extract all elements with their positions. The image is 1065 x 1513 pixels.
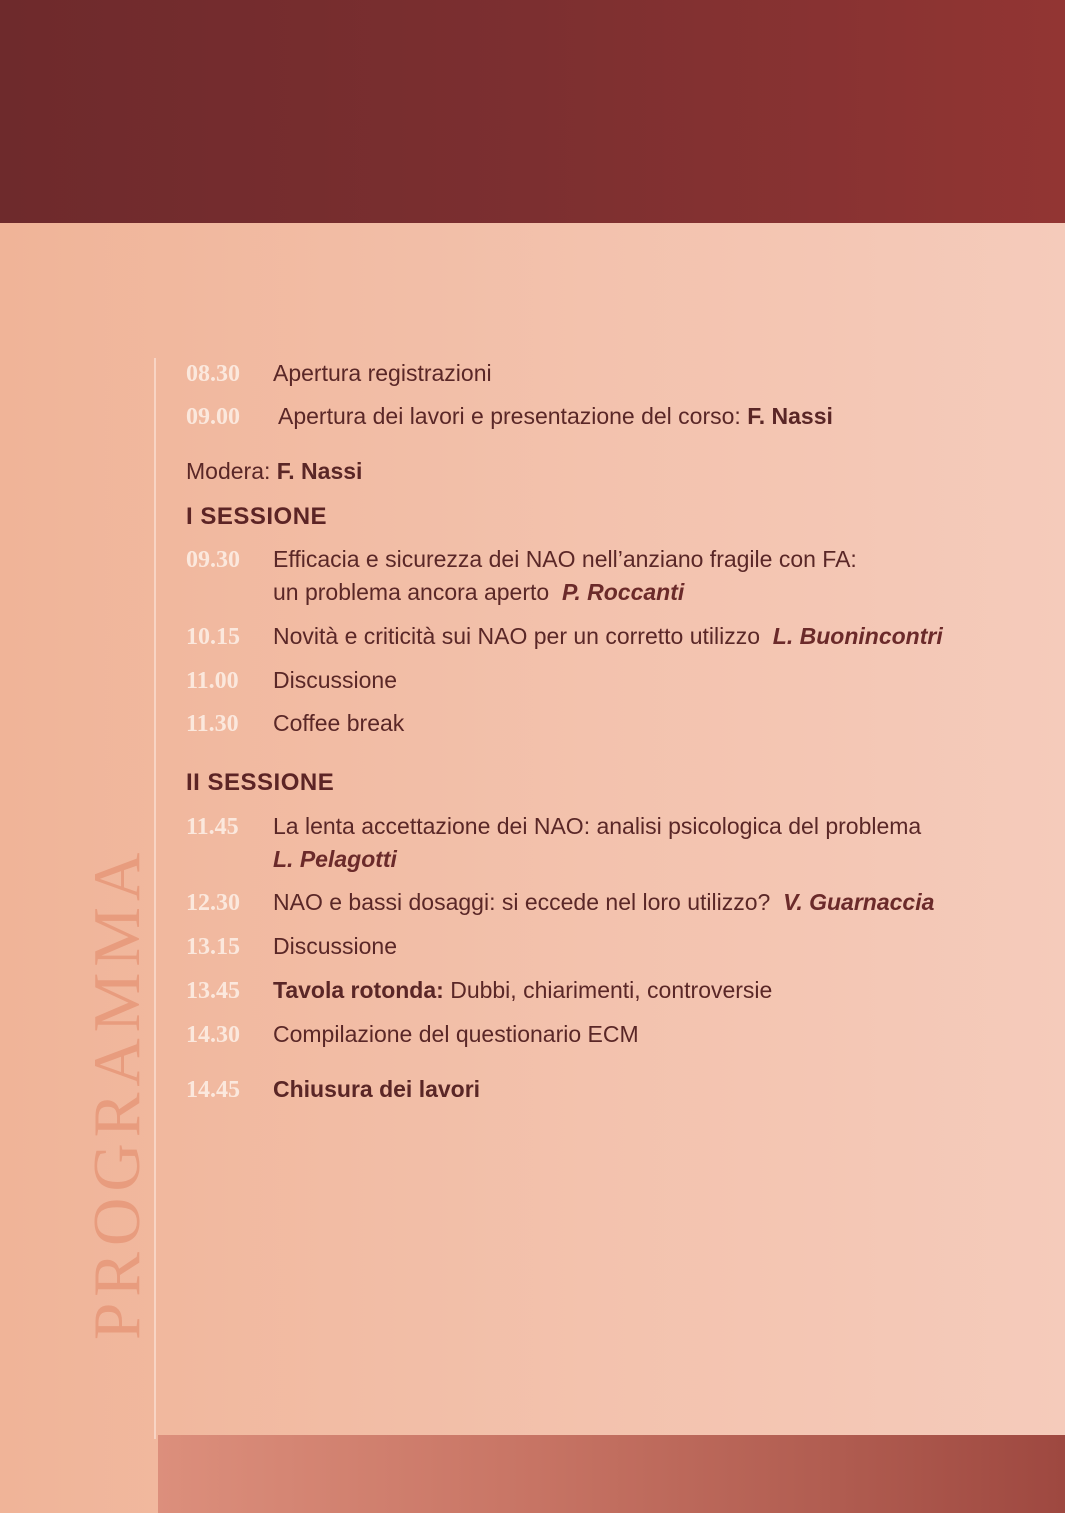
item-time: 11.30 — [186, 711, 239, 737]
item-title: NAO e bassi dosaggi: si eccede nel loro utilizzo? — [273, 889, 771, 915]
item-title: Novità e criticità sui NAO per un corretto utilizzo — [273, 623, 761, 649]
item-bold-title: Tavola rotonda: — [273, 977, 444, 1003]
session-2-title: II SESSIONE — [186, 769, 335, 796]
moderator-line — [186, 460, 362, 483]
item-title: Dubbi, chiarimenti, controversie — [443, 977, 773, 1003]
item-time: 13.45 — [186, 978, 240, 1004]
item-time: 11.00 — [186, 668, 239, 694]
item-title: Efficacia e sicurezza dei NAO nell’anziano fragile con FA: — [273, 546, 857, 572]
moderator-name: F. Nassi — [276, 458, 363, 484]
item-title: Compilazione del questionario ECM — [273, 1021, 639, 1047]
item-title: Apertura dei lavori e presentazione del corso: — [278, 403, 748, 429]
header-band — [0, 0, 1065, 223]
item-bold-title: Chiusura dei lavori — [273, 1076, 481, 1102]
item-time: 09.00 — [186, 404, 240, 430]
item-time: 12.30 — [186, 890, 240, 916]
item-time: 14.30 — [186, 1022, 240, 1048]
item-title: La lenta accettazione dei NAO: analisi psicologica del problema — [273, 813, 922, 839]
item-speaker: P. Roccanti — [561, 579, 685, 605]
vertical-divider — [154, 358, 156, 1439]
side-title: PROGRAMMA — [80, 846, 154, 1340]
item-time: 08.30 — [186, 361, 240, 387]
item-time: 10.15 — [186, 624, 240, 650]
item-speaker: V. Guarnaccia — [783, 889, 935, 915]
item-time: 11.45 — [186, 814, 239, 840]
item-title: Apertura registrazioni — [273, 360, 492, 386]
item-title: Discussione — [273, 933, 397, 959]
item-title-line2: un problema ancora aperto — [273, 579, 550, 605]
item-speaker: L. Buonincontri — [772, 623, 943, 649]
moderator-label: Modera: — [186, 458, 277, 484]
item-time: 09.30 — [186, 547, 240, 573]
item-speaker: F. Nassi — [747, 403, 833, 429]
item-speaker: L. Pelagotti — [273, 846, 397, 872]
item-title: Coffee break — [273, 710, 405, 736]
item-time: 13.15 — [186, 934, 240, 960]
item-time: 14.45 — [186, 1077, 240, 1103]
item-title: Discussione — [273, 667, 397, 693]
footer-band — [158, 1435, 1065, 1513]
session-1-title: I SESSIONE — [186, 503, 328, 530]
